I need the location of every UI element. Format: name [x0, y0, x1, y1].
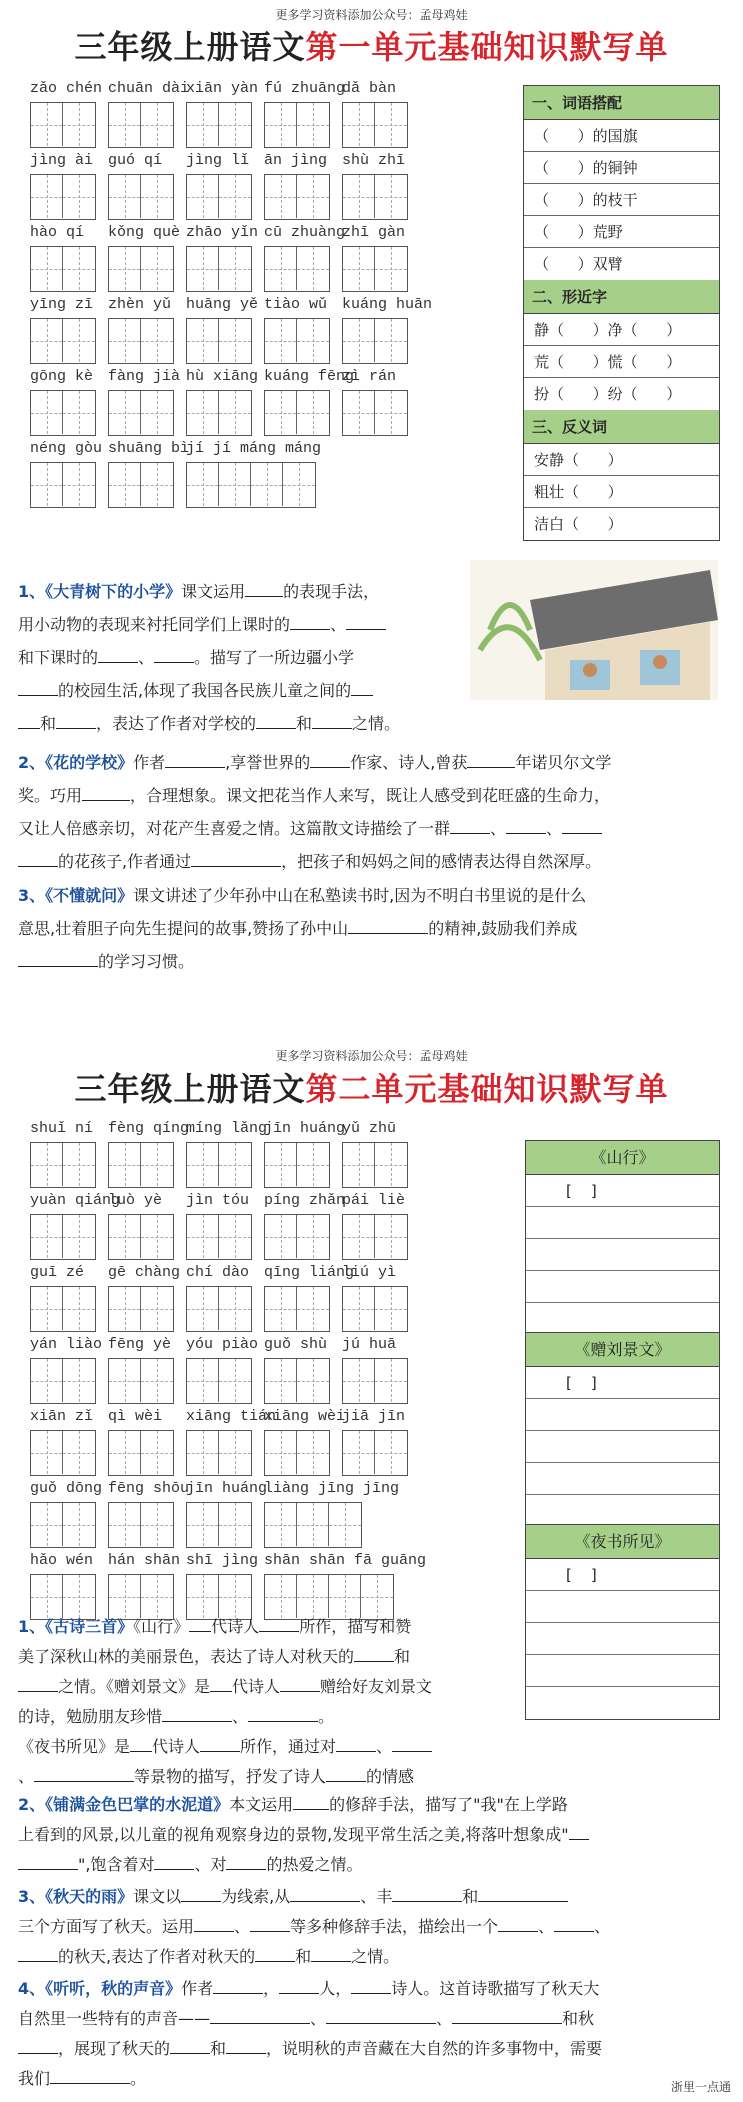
tianzige-box[interactable] [108, 102, 174, 148]
pinyin-row [30, 1480, 420, 1498]
pinyin-word: fú zhuāng [264, 80, 346, 97]
tianzige-box[interactable] [186, 1430, 252, 1476]
tianzige-cell[interactable] [219, 175, 251, 218]
tianzige-cell[interactable] [109, 1431, 141, 1474]
pinyin-word: jìn tóu [186, 1192, 250, 1209]
tianzige-cell[interactable] [297, 247, 329, 290]
tianzige-box[interactable] [264, 102, 330, 148]
tianzige-cell[interactable] [63, 103, 95, 146]
pinyin-word: míng lǎng [186, 1120, 268, 1137]
tianzige-cell[interactable] [219, 1431, 251, 1474]
pinyin-word: hào qí [30, 224, 85, 241]
tianzige-cell[interactable] [63, 463, 95, 506]
tianzige-box[interactable] [264, 1430, 330, 1476]
writing-box-row [30, 1286, 420, 1332]
exercise-line: 静（ ）净（ ） [524, 314, 719, 346]
tianzige-cell[interactable] [31, 247, 63, 290]
tianzige-cell[interactable] [297, 1143, 329, 1186]
pinyin-word: shuāng bì [108, 440, 190, 457]
tianzige-cell[interactable] [187, 103, 219, 146]
tianzige-cell[interactable] [343, 103, 375, 146]
tianzige-box[interactable] [108, 462, 174, 508]
school-illustration [470, 560, 718, 700]
writing-box-row [30, 390, 420, 436]
pinyin-word: fēng shōu [108, 1480, 190, 1497]
pinyin-word: zhāo yǐn [186, 224, 259, 241]
pinyin-row [30, 368, 420, 386]
tianzige-cell[interactable] [219, 103, 251, 146]
pinyin-word: shī jìng [186, 1552, 259, 1569]
tianzige-box[interactable] [186, 246, 252, 292]
tianzige-cell[interactable] [109, 463, 141, 506]
tianzige-cell[interactable] [109, 1287, 141, 1330]
pinyin-word: qì wèi [108, 1408, 163, 1425]
pinyin-word: jīn huáng [186, 1480, 268, 1497]
pinyin-word: gē chàng [108, 1264, 181, 1281]
pinyin-word: zì rán [342, 368, 397, 385]
similar-chars-heading: 二、形近字 [524, 280, 719, 314]
tianzige-box[interactable] [264, 1286, 330, 1332]
tianzige-box[interactable] [108, 1430, 174, 1476]
pinyin-grid-unit1 [30, 80, 433, 512]
tianzige-cell[interactable] [343, 1143, 375, 1186]
tianzige-box[interactable] [108, 1142, 174, 1188]
pinyin-word: hǎo wén [30, 1552, 94, 1569]
writing-box-row [30, 462, 420, 508]
pinyin-word: kǒng què [108, 224, 181, 241]
tianzige-cell[interactable] [265, 1287, 297, 1330]
writing-box-row [30, 1502, 420, 1548]
tianzige-cell[interactable] [31, 175, 63, 218]
tianzige-cell[interactable] [219, 1215, 251, 1258]
tianzige-box[interactable] [186, 1142, 252, 1188]
pinyin-word: shuǐ ní [30, 1120, 94, 1137]
tianzige-box[interactable] [186, 1358, 252, 1404]
tianzige-cell[interactable] [265, 175, 297, 218]
unit1-q3: 3、《不懂就问》课文讲述了少年孙中山在私塾读书时,因为不明白书里说的是什么 意思,壮着胆子向先生提问的故事,赞扬了孙中山 的精神,鼓励我们养成 的学习习惯。 [18, 886, 587, 971]
poem-author-line: [ ] [526, 1559, 719, 1591]
tianzige-box[interactable] [30, 1358, 96, 1404]
pinyin-word: jìng ài [30, 152, 94, 169]
tianzige-box[interactable] [30, 1502, 96, 1548]
tianzige-box[interactable] [30, 318, 96, 364]
tianzige-box[interactable] [108, 1502, 174, 1548]
tianzige-cell[interactable] [219, 319, 251, 362]
exercise-line: （ ）的枝干 [524, 184, 719, 216]
tianzige-cell[interactable] [219, 1503, 251, 1546]
tianzige-cell[interactable] [109, 1359, 141, 1402]
tianzige-cell[interactable] [219, 463, 251, 506]
tianzige-cell[interactable] [187, 175, 219, 218]
poem-author-line: [ ] [526, 1175, 719, 1207]
tianzige-cell[interactable] [109, 1503, 141, 1546]
tianzige-cell[interactable] [141, 247, 173, 290]
tianzige-cell[interactable] [375, 391, 407, 434]
tianzige-cell[interactable] [297, 391, 329, 434]
pinyin-word: néng gòu [30, 440, 103, 457]
tianzige-cell[interactable] [109, 247, 141, 290]
tianzige-cell[interactable] [265, 1431, 297, 1474]
pinyin-word: guǒ dōng [30, 1480, 103, 1497]
unit1-q1: 1、《大青树下的小学》课文运用 的表现手法， 用小动物的表现来衬托同学们上课时的 、 和下课时的 、 。描写了一所边疆小学 的校园生活,体现了我国各民族儿童之间的 和 ，表达了作者对学校的 和 之情。 [18, 542, 468, 740]
tianzige-cell[interactable] [343, 1215, 375, 1258]
exercise-line: 扮（ ）纷（ ） [534, 385, 682, 403]
tianzige-cell[interactable] [31, 1215, 63, 1258]
tianzige-cell[interactable] [187, 391, 219, 434]
tianzige-box[interactable] [264, 174, 330, 220]
pinyin-row [30, 1264, 420, 1282]
tianzige-box[interactable] [186, 318, 252, 364]
tianzige-cell[interactable] [31, 463, 63, 506]
pinyin-word: shù zhī [342, 152, 406, 169]
pinyin-word: luò yè [108, 1192, 163, 1209]
tianzige-cell[interactable] [63, 175, 95, 218]
tianzige-cell[interactable] [343, 1287, 375, 1330]
tianzige-cell[interactable] [31, 1287, 63, 1330]
tianzige-box[interactable] [342, 246, 408, 292]
writing-box-row [30, 102, 420, 148]
poem-title-zengliujingwen: 《赠刘景文》 [526, 1333, 719, 1367]
pinyin-word: hù xiāng [186, 368, 259, 385]
pinyin-word: pái liè [342, 1192, 406, 1209]
tianzige-cell[interactable] [297, 103, 329, 146]
tianzige-cell[interactable] [141, 1359, 173, 1402]
tianzige-box[interactable] [264, 246, 330, 292]
tianzige-cell[interactable] [31, 391, 63, 434]
tianzige-cell[interactable] [187, 1143, 219, 1186]
tianzige-cell[interactable] [219, 1287, 251, 1330]
poem-box-shanxing [525, 1140, 720, 1336]
tianzige-box[interactable] [186, 102, 252, 148]
tianzige-cell[interactable] [141, 463, 173, 506]
pinyin-word: shān shān fā guāng [264, 1552, 427, 1569]
tianzige-cell[interactable] [375, 103, 407, 146]
tianzige-cell[interactable] [187, 463, 219, 506]
pinyin-word: jí jí máng máng [186, 440, 322, 457]
tianzige-box[interactable] [342, 1214, 408, 1260]
tianzige-cell[interactable] [187, 247, 219, 290]
tianzige-cell[interactable] [265, 319, 297, 362]
pinyin-word: píng zhǎn [264, 1192, 346, 1209]
tianzige-box[interactable] [30, 102, 96, 148]
tianzige-box[interactable] [30, 390, 96, 436]
tianzige-cell[interactable] [31, 1143, 63, 1186]
tianzige-box[interactable] [264, 390, 330, 436]
tianzige-cell[interactable] [375, 1431, 407, 1474]
pinyin-word: xiāng wèi [264, 1408, 346, 1425]
pinyin-row [30, 1336, 420, 1354]
tianzige-box[interactable] [264, 1358, 330, 1404]
pinyin-row [30, 1552, 427, 1570]
tianzige-cell[interactable] [141, 1143, 173, 1186]
tianzige-cell[interactable] [375, 247, 407, 290]
tianzige-cell[interactable] [63, 247, 95, 290]
tianzige-box[interactable] [30, 246, 96, 292]
writing-box-row [30, 246, 420, 292]
tianzige-cell[interactable] [375, 1215, 407, 1258]
tianzige-box[interactable] [342, 1286, 408, 1332]
tianzige-cell[interactable] [63, 319, 95, 362]
promo-text-2: 更多学习资料添加公众号：孟母鸡娃 [275, 1049, 468, 1063]
pinyin-word: zhī gàn [342, 224, 406, 241]
tianzige-cell[interactable] [141, 175, 173, 218]
poem-title-shanxing: 《山行》 [526, 1141, 719, 1175]
pinyin-word: gōng kè [30, 368, 94, 385]
tianzige-box[interactable] [342, 174, 408, 220]
pinyin-word: yán liào [30, 1336, 103, 1353]
pinyin-word: xiāng tián [186, 1408, 277, 1425]
pinyin-word: guó qí [108, 152, 163, 169]
tianzige-box[interactable] [186, 462, 316, 508]
tianzige-cell[interactable] [141, 1431, 173, 1474]
pinyin-word: jìng lǐ [186, 152, 250, 169]
tianzige-cell[interactable] [343, 1359, 375, 1402]
pinyin-word: jīn huáng [264, 1120, 346, 1137]
tianzige-cell[interactable] [109, 1215, 141, 1258]
tianzige-cell[interactable] [141, 1503, 173, 1546]
pinyin-word: yuàn qiáng [30, 1192, 121, 1209]
pinyin-word: zǎo chén [30, 80, 103, 97]
pinyin-word: hán shān [108, 1552, 181, 1569]
tianzige-box[interactable] [30, 1142, 96, 1188]
exercise-line: 粗壮（ ） [524, 476, 719, 508]
pinyin-word: kuáng huān [342, 296, 433, 313]
tianzige-cell[interactable] [297, 1359, 329, 1402]
exercise-line: （ ）双臂 [534, 255, 623, 273]
exercise-line: （ ）的铜钟 [524, 152, 719, 184]
pinyin-word: cū zhuàng [264, 224, 346, 241]
tianzige-cell[interactable] [31, 103, 63, 146]
pinyin-word: fēng yè [108, 1336, 172, 1353]
tianzige-cell[interactable] [63, 1215, 95, 1258]
tianzige-box[interactable] [186, 1286, 252, 1332]
tianzige-box[interactable] [342, 1142, 408, 1188]
tianzige-cell[interactable] [187, 1287, 219, 1330]
writing-box-row [30, 1214, 420, 1260]
tianzige-cell[interactable] [219, 1143, 251, 1186]
tianzige-cell[interactable] [265, 391, 297, 434]
tianzige-cell[interactable] [343, 1431, 375, 1474]
tianzige-cell[interactable] [265, 1143, 297, 1186]
tianzige-cell[interactable] [343, 319, 375, 362]
unit2-q3: 3、《秋天的雨》课文以 为线索,从 、丰 和 三个方面写了秋天。运用 、 等多种修辞手法，描绘出一个 、 、 的秋天,表达了作者对秋天的 和 之情。 [18, 1852, 723, 1972]
tianzige-cell[interactable] [219, 1359, 251, 1402]
tianzige-cell[interactable] [63, 1143, 95, 1186]
tianzige-cell[interactable] [31, 1503, 63, 1546]
tianzige-cell[interactable] [31, 1359, 63, 1402]
tianzige-cell[interactable] [219, 391, 251, 434]
pinyin-word: yǔ zhū [342, 1120, 397, 1137]
tianzige-cell[interactable] [187, 1215, 219, 1258]
tianzige-cell[interactable] [109, 175, 141, 218]
writing-box-row [30, 318, 420, 364]
tianzige-box[interactable] [108, 246, 174, 292]
unit2-q2: 2、《铺满金色巴掌的水泥道》本文运用 的修辞手法，描写了"我"在上学路 上看到的风景,以儿童的视角观察身边的景物,发现平常生活之美,将落叶想象成" ",饱含着对 、对 的热爱之情。 [18, 1760, 723, 1880]
tianzige-cell[interactable] [375, 319, 407, 362]
tianzige-box[interactable] [186, 174, 252, 220]
tianzige-box[interactable] [108, 390, 174, 436]
tianzige-cell[interactable] [63, 1503, 95, 1546]
pinyin-row [30, 1192, 420, 1210]
tianzige-cell[interactable] [265, 1215, 297, 1258]
tianzige-cell[interactable] [343, 247, 375, 290]
page-title-unit1: 三年级上册语文第一单元基础知识默写单 [74, 28, 669, 66]
tianzige-cell[interactable] [31, 319, 63, 362]
writing-box-row [30, 1358, 420, 1404]
tianzige-cell[interactable] [297, 1287, 329, 1330]
exercise-line: 荒（ ）慌（ ） [524, 346, 719, 378]
tianzige-cell[interactable] [265, 1359, 297, 1402]
antonyms-heading: 三、反义词 [524, 410, 719, 444]
tianzige-cell[interactable] [219, 247, 251, 290]
tianzige-box[interactable] [264, 1142, 330, 1188]
tianzige-cell[interactable] [31, 1431, 63, 1474]
tianzige-cell[interactable] [297, 1215, 329, 1258]
pinyin-row [30, 296, 433, 314]
pinyin-grid-unit2 [30, 1120, 427, 1624]
unit2-q4: 4、《听听，秋的声音》作者 ， 人， 诗人。这首诗歌描写了秋天大 自然里一些特有的声音—— 、 、 和秋 ，展现了秋天的 和 ，说明秋的声音藏在大自然的许多事物中，需要 我们 。 [18, 1944, 723, 2094]
tianzige-cell[interactable] [375, 1143, 407, 1186]
writing-box-row [30, 1430, 420, 1476]
tianzige-cell[interactable] [109, 1143, 141, 1186]
tianzige-box[interactable] [186, 1502, 252, 1548]
tianzige-cell[interactable] [141, 1287, 173, 1330]
tianzige-box[interactable] [108, 174, 174, 220]
tianzige-cell[interactable] [297, 1431, 329, 1474]
tianzige-cell[interactable] [141, 103, 173, 146]
tianzige-cell[interactable] [63, 391, 95, 434]
pinyin-word: chuān dài [108, 80, 190, 97]
pinyin-word: fàng jià [108, 368, 181, 385]
pinyin-word: liàng jīng jīng [264, 1480, 400, 1497]
pinyin-row [30, 440, 420, 458]
tianzige-cell[interactable] [251, 463, 283, 506]
tianzige-box[interactable] [264, 1214, 330, 1260]
tianzige-box[interactable] [342, 1430, 408, 1476]
tianzige-box[interactable] [342, 1358, 408, 1404]
tianzige-box[interactable] [186, 1214, 252, 1260]
tianzige-box[interactable] [264, 318, 330, 364]
poem-box-yeshusuojian [525, 1524, 720, 1720]
tianzige-box[interactable] [30, 462, 96, 508]
tianzige-cell[interactable] [283, 463, 315, 506]
tianzige-box[interactable] [30, 1430, 96, 1476]
tianzige-cell[interactable] [297, 1503, 329, 1546]
tianzige-cell[interactable] [265, 103, 297, 146]
tianzige-box[interactable] [342, 318, 408, 364]
tianzige-box[interactable] [342, 102, 408, 148]
tianzige-cell[interactable] [63, 1431, 95, 1474]
pinyin-word: xiān yàn [186, 80, 259, 97]
page-title-unit2: 三年级上册语文第二单元基础知识默写单 [74, 1070, 669, 1108]
poem-box-zengliujingwen [525, 1332, 720, 1528]
pinyin-word: yīng zī [30, 296, 94, 313]
tianzige-box[interactable] [108, 1286, 174, 1332]
exercise-line: （ ）的国旗 [524, 120, 719, 152]
tianzige-cell[interactable] [141, 1215, 173, 1258]
exercise-line: 洁白（ ） [534, 515, 623, 533]
pinyin-word: kuáng fēng [264, 368, 355, 385]
tianzige-box[interactable] [108, 1214, 174, 1260]
unit1-q2: 2、《花的学校》作者 ,享誉世界的 作家、诗人,曾获 年诺贝尔文学 奖。巧用 ，合理想象。课文把花当作人来写，既让人感受到花旺盛的生命力， 又让人倍感亲切，对花产生喜爱之情。这篇散文诗描绘了一群 、 、 的花孩子,作者通过 ，把孩子和妈妈之间的感情表达得自然深厚。 [18, 713, 723, 878]
tianzige-cell[interactable] [187, 1431, 219, 1474]
tianzige-cell[interactable] [141, 391, 173, 434]
exercise-box-unit1 [523, 85, 720, 541]
tianzige-cell[interactable] [141, 319, 173, 362]
pinyin-word: guī zé [30, 1264, 85, 1281]
tianzige-box[interactable] [108, 1358, 174, 1404]
exercise-line: 安静（ ） [524, 444, 719, 476]
writing-box-row [30, 1142, 420, 1188]
poem-title-yeshusuojian: 《夜书所见》 [526, 1525, 719, 1559]
tianzige-box[interactable] [30, 1286, 96, 1332]
pinyin-word: fèng qíng [108, 1120, 190, 1137]
tianzige-cell[interactable] [375, 1359, 407, 1402]
pinyin-word: liú yì [342, 1264, 397, 1281]
pinyin-row [30, 1408, 420, 1426]
pinyin-word: qīng liáng [264, 1264, 355, 1281]
promo-text: 更多学习资料添加公众号：孟母鸡娃 [275, 8, 468, 22]
tianzige-cell[interactable] [187, 1359, 219, 1402]
tianzige-cell[interactable] [265, 1503, 297, 1546]
word-match-heading: 一、词语搭配 [524, 86, 719, 120]
tianzige-cell[interactable] [109, 391, 141, 434]
tianzige-box[interactable] [186, 390, 252, 436]
pinyin-row [30, 80, 420, 98]
pinyin-word: dǎ bàn [342, 80, 397, 97]
pinyin-word: jiā jīn [342, 1408, 406, 1425]
pinyin-word: xiān zǐ [30, 1408, 94, 1425]
tianzige-cell[interactable] [63, 1359, 95, 1402]
tianzige-cell[interactable] [63, 1287, 95, 1330]
tianzige-cell[interactable] [187, 319, 219, 362]
tianzige-cell[interactable] [343, 175, 375, 218]
exercise-line: （ ）荒野 [524, 216, 719, 248]
tianzige-cell[interactable] [265, 247, 297, 290]
poem-author-line: [ ] [526, 1367, 719, 1399]
tianzige-cell[interactable] [187, 1503, 219, 1546]
writing-box-row [30, 174, 420, 220]
pinyin-row [30, 224, 420, 242]
pinyin-row [30, 1120, 420, 1138]
footer-brand: 浙里一点通 [670, 2080, 731, 2094]
tianzige-box[interactable] [342, 390, 408, 436]
pinyin-word: jú huā [342, 1336, 397, 1353]
tianzige-box[interactable] [108, 318, 174, 364]
tianzige-cell[interactable] [375, 1287, 407, 1330]
pinyin-word: yóu piào [186, 1336, 259, 1353]
pinyin-word: chí dào [186, 1264, 250, 1281]
tianzige-cell[interactable] [375, 175, 407, 218]
pinyin-word: zhèn yǔ [108, 296, 172, 313]
tianzige-box[interactable] [30, 1214, 96, 1260]
tianzige-cell[interactable] [297, 319, 329, 362]
tianzige-cell[interactable] [109, 319, 141, 362]
tianzige-cell[interactable] [297, 175, 329, 218]
pinyin-word: tiào wǔ [264, 296, 328, 313]
tianzige-box[interactable] [264, 1502, 362, 1548]
tianzige-cell[interactable] [343, 391, 375, 434]
unit2-q1: 1、《古诗三首》《山行》 代诗人 所作，描写和赞 美了深秋山林的美丽景色，表达了诗人对秋天的 和 之情。《赠刘景文》是 代诗人 赠给好友刘景文 的诗，勉励朋友珍惜 、 。 《夜书所见》是 代诗人 所作，通过对 、 、 等景物的描写，抒发了诗人 的情感 [18, 1582, 518, 1792]
pinyin-word: ān jìng [264, 152, 328, 169]
tianzige-cell[interactable] [329, 1503, 361, 1546]
pinyin-row [30, 152, 420, 170]
pinyin-word: guǒ shù [264, 1336, 328, 1353]
tianzige-box[interactable] [30, 174, 96, 220]
tianzige-cell[interactable] [109, 103, 141, 146]
pinyin-word: huāng yě [186, 296, 259, 313]
